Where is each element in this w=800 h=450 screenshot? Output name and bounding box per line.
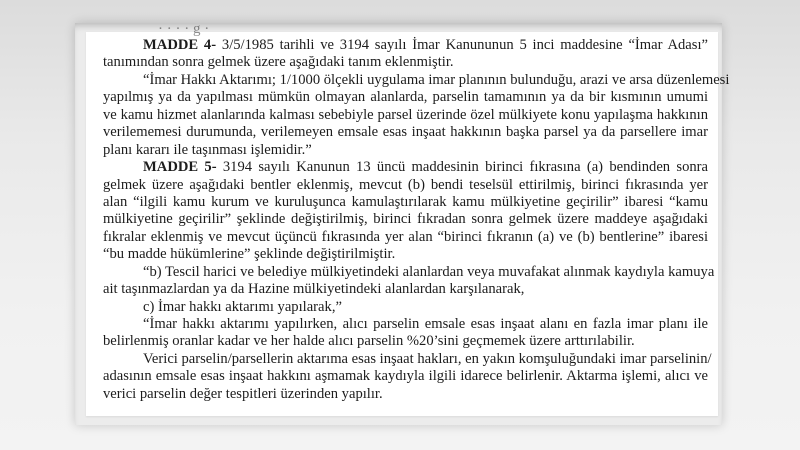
definition-line-5: planı kararı ile taşınması işlemidir.” bbox=[103, 141, 312, 158]
article-5-line-4: mülkiyetine geçirilir” şeklinde değiştirilmiş, birinci fıkradan sonra gelmek üzere maddeye aşağıdaki bbox=[103, 211, 708, 228]
article-4-label: MADDE 4- bbox=[143, 37, 217, 53]
article-5-line-5: fıkralar eklenmiş ve mevcut üçüncü fıkrasında yer alan “birinci fıkranın (a) ve (b) bentlerine” ibaresi bbox=[103, 228, 708, 245]
clause-b-line-2: ait taşınmazlardan ya da Hazine mülkiyetindeki alanlardan karşılanarak, bbox=[103, 281, 525, 298]
cutoff-previous-line: · · · · g · bbox=[158, 21, 210, 37]
article-4 bbox=[103, 37, 730, 159]
article-4-text: 3/5/1985 tarihli ve 3194 sayılı İmar Kanununun 5 inci maddesine “İmar Adası” bbox=[216, 37, 708, 53]
paragraph-donor-parcel-line-1: Verici parselin/parsellerin aktarıma esas inşaat hakları, en yakın komşuluğundaki imar parselinin/ bbox=[143, 350, 712, 367]
article-5-line-1 bbox=[103, 159, 708, 176]
article-5 bbox=[103, 159, 715, 403]
imar-hakki-aktarimi-definition bbox=[103, 71, 730, 159]
article-5-line-6: “bu madde hükümlerine” şeklinde değiştirilmiştir. bbox=[103, 246, 396, 263]
clause-c: c) İmar hakkı aktarımı yapılarak,” bbox=[143, 298, 342, 315]
article-4-line-2: tanımından sonra gelmek üzere aşağıdaki tanım eklenmiştir. bbox=[103, 54, 454, 71]
definition-line-2: yapılmış ya da yapılması mümkün olmayan alanlarda, parselin tamamının ya da bir kısmının umumi bbox=[103, 89, 708, 106]
article-5-line-2: gelmek üzere aşağıdaki bentler eklenmiş, mevcut (b) bendi teselsül ettirilmiş, birinci fıkrasında yer bbox=[103, 176, 708, 193]
definition-line-3: ve kamu hizmet alanlarında kalması sebebiyle parsel üzerinde özel mülkiyete konu yapılaşma hakkının bbox=[103, 106, 708, 123]
document-body bbox=[103, 37, 730, 403]
article-4-line-1 bbox=[103, 37, 708, 54]
definition-line-4: verilememesi durumunda, verilemeyen emsale esas inşaat hakkının başka parsel ya da parsellere imar bbox=[103, 124, 708, 141]
clause-b bbox=[103, 263, 715, 299]
clause-b-line-1: “b) Tescil harici ve belediye mülkiyetindeki alanlardan veya muvafakat alınmak kaydıyla kamuya bbox=[143, 263, 715, 280]
definition-line-1: “İmar Hakkı Aktarımı; 1/1000 ölçekli uygulama imar planının bulunduğu, arazi ve arsa düzenlemesi bbox=[143, 71, 730, 88]
article-5-text: 3194 sayılı Kanunun 13 üncü maddesinin birinci fıkrasına (a) bendinden sonra bbox=[216, 159, 709, 176]
article-5-label: MADDE 5- bbox=[143, 159, 217, 176]
article-5-line-3: alan “ilgili kamu kurum ve kuruluşunca kamulaştırılarak kamu mülkiyetine geçirilir” ibaresi “kamu bbox=[103, 193, 708, 210]
paragraph-transfer-limit-line-1: “İmar hakkı aktarımı yapılırken, alıcı parselin emsale esas inşaat alanı en fazla imar planı ile bbox=[143, 316, 708, 332]
paragraph-transfer-limit bbox=[103, 316, 708, 351]
paragraph-donor-parcel bbox=[103, 350, 712, 403]
document-page bbox=[86, 21, 730, 416]
paragraph-transfer-limit-line-2: belirlenmiş oranlar kadar ve her halde alıcı parselin %20’sini geçmemek üzere arttırılabilir. bbox=[103, 333, 635, 350]
paragraph-donor-parcel-line-3: verici parselin değer tespitleri üzerinden yapılır. bbox=[103, 385, 383, 402]
paragraph-donor-parcel-line-2: adasının emsale esas inşaat hakkını aşmamak kaydıyla ilgili idarece belirlenir. Aktarma işlemi, alıcı ve bbox=[103, 368, 708, 385]
